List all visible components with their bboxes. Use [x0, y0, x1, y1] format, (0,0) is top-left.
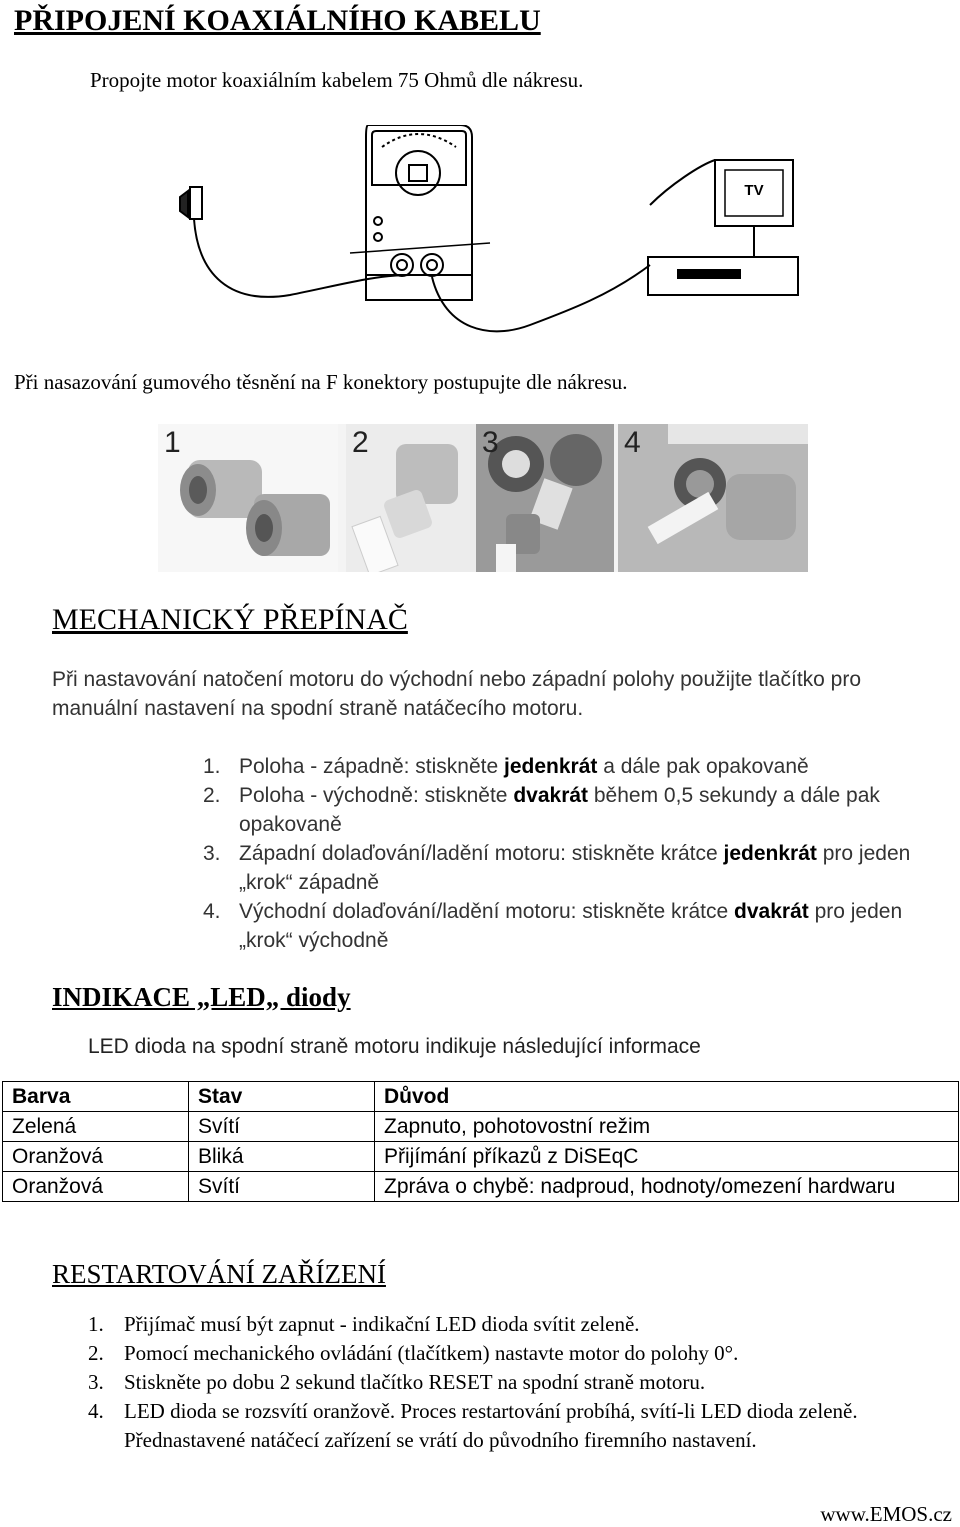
- column-header: Důvod: [375, 1082, 959, 1112]
- column-header: Stav: [189, 1082, 375, 1112]
- item-emphasis: jedenkrát: [504, 755, 598, 778]
- led-table: [2, 1081, 958, 1202]
- table-cell: Oranžová: [3, 1142, 189, 1172]
- list-item: [203, 897, 943, 955]
- list-item: [203, 752, 943, 781]
- item-text: pro jeden „krok“ východně: [239, 900, 903, 952]
- item-text: Přijímač musí být zapnut - indikační LED dioda svítit zeleně.: [124, 1312, 640, 1336]
- mechanical-intro-line-1: Při nastavování natočení motoru do východní nebo západní polohy použijte tlačítko pro: [52, 668, 862, 691]
- item-text: a dále pak opakovaně: [597, 755, 809, 778]
- item-number: 1.: [203, 755, 221, 778]
- item-number: 3.: [88, 1370, 104, 1394]
- item-text: Západní dolaďování/ladění motoru: stiskněte krátce: [239, 842, 724, 865]
- photo-step-1: [158, 424, 338, 572]
- photo-number: 3: [482, 426, 499, 459]
- column-header: Barva: [3, 1082, 189, 1112]
- table-cell: Přijímání příkazů z DiSEqC: [375, 1142, 959, 1172]
- list-item: [203, 839, 943, 897]
- section-heading-led: INDIKACE „LED„ diody: [52, 982, 351, 1012]
- table-cell: Bliká: [189, 1142, 375, 1172]
- item-emphasis: dvakrát: [513, 784, 589, 807]
- item-emphasis: jedenkrát: [723, 842, 817, 865]
- item-number: 3.: [203, 842, 221, 865]
- photo-step-4: [618, 424, 808, 572]
- item-text: Poloha - východně: stiskněte: [239, 784, 514, 807]
- tv-label: TV: [744, 182, 764, 199]
- table-cell: Oranžová: [3, 1172, 189, 1202]
- list-item: [203, 781, 943, 839]
- item-text: Východní dolaďování/ladění motoru: stiskněte krátce: [239, 900, 735, 923]
- list-item: [88, 1310, 958, 1339]
- seal-note-text: Při nasazování gumového těsnění na F konektory postupujte dle nákresu.: [14, 370, 628, 394]
- coax-intro-text: Propojte motor koaxiálním kabelem 75 Ohmů dle nákresu.: [90, 68, 584, 92]
- item-text: Stiskněte po dobu 2 sekund tlačítko RESET na spodní straně motoru.: [124, 1370, 706, 1394]
- wiring-diagram-svg: [170, 125, 810, 340]
- mechanical-intro-line-2: manuální nastavení na spodní straně natáčecího motoru.: [52, 697, 584, 720]
- table-cell: Svítí: [189, 1172, 375, 1202]
- table-header-row: [3, 1082, 959, 1112]
- section-heading-restart: RESTARTOVÁNÍ ZAŘÍZENÍ: [52, 1259, 386, 1289]
- table-row: [3, 1142, 959, 1172]
- restart-steps-list: [88, 1310, 958, 1455]
- item-text: LED dioda se rozsvítí oranžově. Proces restartování probíhá, svítí-li LED dioda zeleně. Přednastavené natáčecí zařízení se vrátí do původního firemního nastavení.: [124, 1399, 858, 1452]
- item-number: 2.: [88, 1341, 104, 1365]
- receiver-icon: [648, 257, 798, 295]
- antenna-icon: [180, 187, 202, 219]
- mechanical-steps-list: [203, 752, 943, 955]
- photo-step-3: [476, 424, 614, 572]
- item-number: 2.: [203, 784, 221, 807]
- led-intro-text: LED dioda na spodní straně motoru indikuje následující informace: [88, 1035, 701, 1058]
- table-cell: Svítí: [189, 1112, 375, 1142]
- photo-number: 1: [164, 426, 181, 459]
- table-cell: Zapnuto, pohotovostní režim: [375, 1112, 959, 1142]
- list-item: [88, 1339, 958, 1368]
- table-cell: Zpráva o chybě: nadproud, hodnoty/omezení hardwaru: [375, 1172, 959, 1202]
- table-cell: Zelená: [3, 1112, 189, 1142]
- table-row: [3, 1172, 959, 1202]
- table-row: [3, 1112, 959, 1142]
- list-item: [88, 1368, 958, 1397]
- section-heading-coax: PŘIPOJENÍ KOAXIÁLNÍHO KABELU: [14, 4, 541, 37]
- seal-photo-strip: [158, 424, 808, 572]
- item-emphasis: dvakrát: [734, 900, 809, 923]
- rubber-seal-icon: [158, 424, 338, 572]
- photo-number: 2: [352, 426, 369, 459]
- photo-number: 4: [624, 426, 641, 459]
- item-text: pro jeden „krok“ západně: [239, 842, 911, 894]
- item-number: 4.: [88, 1399, 104, 1423]
- list-item: [88, 1397, 958, 1455]
- footer-url: www.EMOS.cz: [820, 1502, 952, 1526]
- coax-wiring-diagram: [170, 125, 810, 340]
- tv-icon: [715, 160, 793, 257]
- motor-icon: [350, 125, 490, 300]
- sealed-connector-icon: [618, 424, 808, 572]
- section-heading-mechanical: MECHANICKÝ PŘEPÍNAČ: [52, 603, 408, 636]
- item-text: Poloha - západně: stiskněte: [239, 755, 505, 778]
- item-number: 1.: [88, 1312, 104, 1336]
- item-text: během 0,5 sekundy a dále pak opakovaně: [239, 784, 880, 836]
- item-number: 4.: [203, 900, 221, 923]
- item-text: Pomocí mechanického ovládání (tlačítkem) nastavte motor do polohy 0°.: [124, 1341, 739, 1365]
- photo-step-2: [346, 424, 476, 572]
